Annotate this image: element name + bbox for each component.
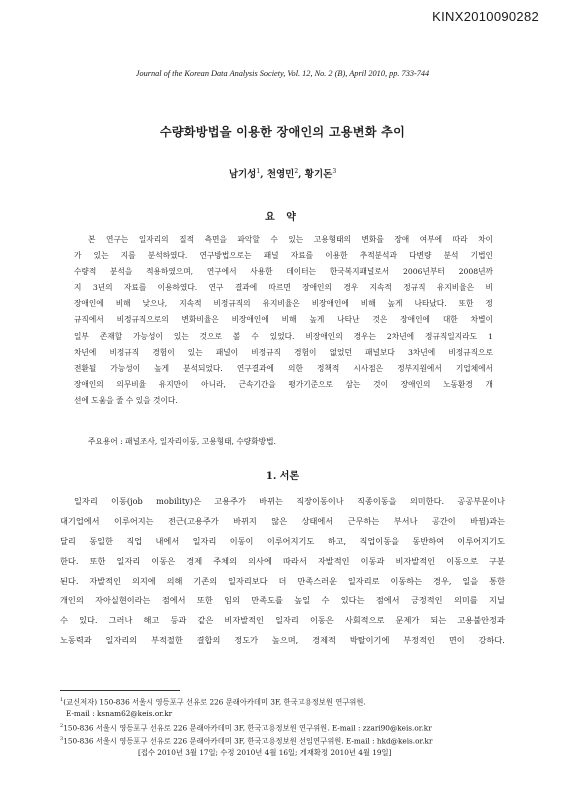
text-line: 한다. 또한 일자리 이동은 경제 주체의 의사에 따라서 자발적인 이동과 비자발적인 이동으로 구분 xyxy=(60,555,505,566)
text-line: 지 3년의 자료를 이용하였다. 연구 결과에 따르면 장애인의 경우 지속적 정규직 유지비율은 비 xyxy=(74,283,493,293)
author-mark: 1 xyxy=(256,167,261,175)
footnote-line xyxy=(60,694,510,707)
author-name: 황기돈 xyxy=(304,169,333,180)
text-line: 대기업에서 이루어지는 전근(고용주가 바뀌지 않은 상태에서 근무하는 부서나 공간이 바뀜)과는 xyxy=(60,515,505,526)
footnote-text: 150-836 서울시 영등포구 선유로 226 문래아카데미 3F, 한국고용정보원 연구위원. E-mail : zzari90@keis.or.kr xyxy=(63,723,432,733)
document-id: KINX2010090282 xyxy=(432,9,539,24)
footnote-line xyxy=(60,733,510,746)
abstract-body xyxy=(74,232,493,409)
author-list: 남기성$^1$, 천영민$^2$, 황기돈$^3$ xyxy=(228,167,337,180)
text-line: 장애인에 비해 낮으나, 지속적 비정규직의 유지비율은 비장애인에 비해 높게 나타났다. 또한 정 xyxy=(74,299,493,309)
text-line: 수량적 분석을 적용하였으며, 연구에서 사용한 데이터는 한국복지패널로서 2006년부터 2008년까 xyxy=(74,267,493,277)
footnote-line xyxy=(60,707,510,720)
footnote-mark: 2 xyxy=(60,723,64,730)
text-line: 된다. 자발적인 의지에 의해 기존의 일자리보다 더 만족스러운 일자리로 이동하는 경우, 일을 통한 xyxy=(60,575,505,586)
footnote-rule xyxy=(60,690,180,691)
text-line: 전환될 가능성이 높게 분석되었다. 연구결과에 의한 정책적 시사점은 정부지원에서 기업체에서 xyxy=(74,363,493,373)
author-mark: 3 xyxy=(332,167,337,175)
text-line: 가 있는 지를 분석하였다. 연구방법으로는 패널 자료를 이용한 추적분석과 다변량 분석 기법인 xyxy=(74,251,493,261)
text-line: 선에 도움을 줄 수 있을 것이다. xyxy=(74,395,178,405)
text-line: 개인의 자아실현이라는 점에서 또한 임의 만족도를 높일 수 있다는 점에서 긍정적인 의미를 지닐 xyxy=(60,595,505,606)
footnote-text: 150-836 서울시 영등포구 선유로 226 문래아카데미 3F, 한국고용정보원 선임연구위원. E-mail : hkd@keis.or.kr xyxy=(63,736,433,746)
author-mark: 2 xyxy=(294,167,299,175)
section-body xyxy=(60,492,505,651)
author-name: 천영민 xyxy=(266,169,295,180)
submission-dates: [접수 2010년 3월 17일; 수정 2010년 4월 16일; 게재확정 2010년 4월 19일] xyxy=(138,748,392,758)
text-line: 본 연구는 일자리의 질적 측면을 파악할 수 있는 고용형태의 변화를 장애 여부에 따라 차이 xyxy=(88,235,493,244)
journal-citation: Journal of the Korean Data Analysis Society, Vol. 12, No. 2 (B), April 2010, pp. 733-744 xyxy=(135,69,430,78)
text-line: 달리 동일한 직업 내에서 일자리 이동이 이루어지기도 하고, 직업이동을 동반하여 이루어지기도 xyxy=(60,535,505,546)
abstract-heading: 요 약 xyxy=(265,212,300,223)
footnote-text: E-mail : ksnam62@keis.or.kr xyxy=(66,709,173,719)
keywords: 주요용어 : 패널조사, 일자리이동, 고용형태, 수량화방법. xyxy=(88,437,276,446)
footnote-mark: 3 xyxy=(60,736,64,743)
text-line: 일부 존재할 가능성이 있는 것으로 볼 수 있었다. 비장애인의 경우는 2차년에 정규직일지라도 1 xyxy=(74,331,493,341)
text-line: 노동력과 일자리의 부적절한 결합의 정도가 높으며, 경제적 박탈이기에 부정적인 면이 강하다. xyxy=(60,635,505,646)
author-name: 남기성 xyxy=(228,169,257,180)
text-line: 규직에서 비정규직으로의 변화비율은 비장애인에 비해 높게 나타난 것은 장애인에 대한 차별이 xyxy=(74,315,493,325)
footnote-text: (교신저자) 150-836 서울시 영등포구 선유로 226 문래아카데미 3F, 한국고용정보원 연구위원. xyxy=(63,697,366,707)
footnotes xyxy=(60,694,510,759)
text-line: 일자리 이동(job mobility)은 고용주가 바뀌는 직장이동이나 직종이동을 의미한다. 공공부문이나 xyxy=(74,496,505,506)
footnote-line xyxy=(60,746,510,759)
text-line: 수 있다. 그러나 해고 등과 같은 비자발적인 일자리 이동은 사회적으로 문제가 되는 고용불안정과 xyxy=(60,615,505,626)
text-line: 차년에 비정규직 경험이 있는 패널이 비정규직 경험이 없었던 패널보다 3차년에 비정규직으로 xyxy=(74,347,493,357)
paper-title: 수량화방법을 이용한 장애인의 고용변화 추이 xyxy=(159,125,406,139)
footnote-mark: 1 xyxy=(60,697,64,703)
section-heading: 1. 서론 xyxy=(265,471,300,482)
text-line: 장애인의 의무비율 유지만이 아니라, 근속기간을 평가기준으로 삼는 것이 장애인의 노동환경 개 xyxy=(74,379,493,389)
footnote-line xyxy=(60,720,510,733)
